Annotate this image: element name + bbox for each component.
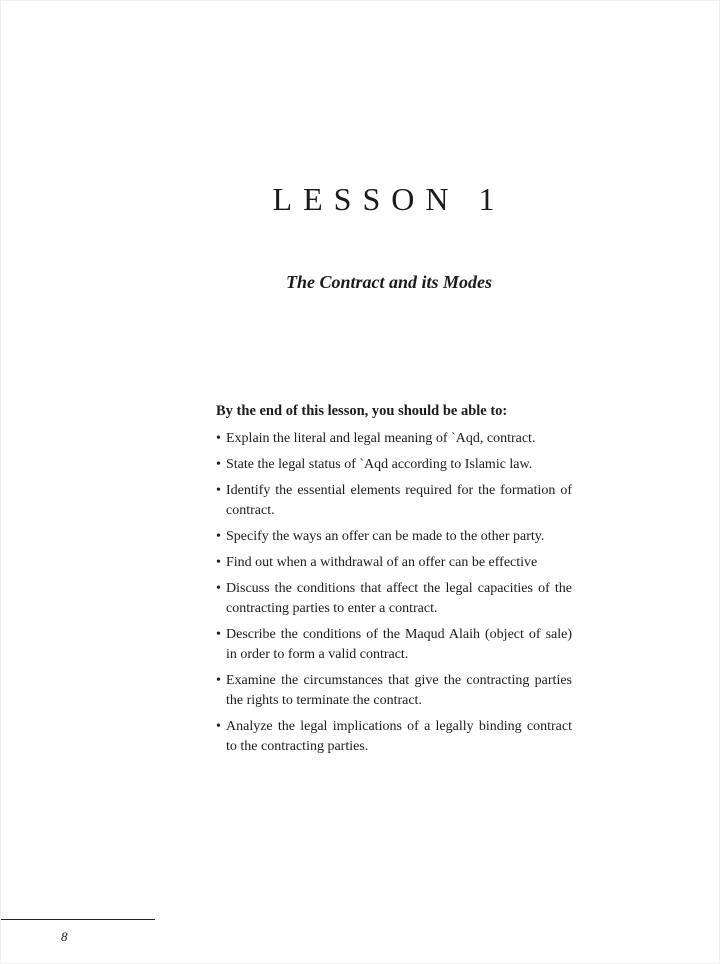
objective-text: State the legal status of `Aqd according to Islamic law. xyxy=(226,457,533,472)
objective-item xyxy=(216,717,572,757)
objective-item xyxy=(216,579,572,619)
objective-item xyxy=(216,455,572,475)
objective-text: Describe the conditions of the Maqud Alaih (object of sale) in order to form a valid contract. xyxy=(226,627,572,662)
bullet-icon: • xyxy=(216,457,221,472)
objective-text: Explain the literal and legal meaning of `Aqd, contract. xyxy=(226,431,536,446)
objective-text: Discuss the conditions that affect the legal capacities of the contracting parties to enter a contract. xyxy=(226,581,572,616)
bullet-icon: • xyxy=(216,529,221,544)
bullet-icon: • xyxy=(216,483,221,498)
learning-objectives xyxy=(216,401,572,763)
objective-text: Specify the ways an offer can be made to the other party. xyxy=(226,529,545,544)
bullet-icon: • xyxy=(216,555,221,570)
objectives-list xyxy=(216,429,572,757)
objective-text: Identify the essential elements required for the formation of contract. xyxy=(226,483,572,518)
bullet-icon: • xyxy=(216,719,221,734)
objective-text: Examine the circumstances that give the contracting parties the rights to terminate the contract. xyxy=(226,673,572,708)
footer-rule xyxy=(1,919,155,920)
bullet-icon: • xyxy=(216,627,221,642)
bullet-icon: • xyxy=(216,673,221,688)
objective-item xyxy=(216,553,572,573)
objective-item xyxy=(216,671,572,711)
bullet-icon: • xyxy=(216,581,221,596)
objective-item xyxy=(216,429,572,449)
objective-item xyxy=(216,625,572,665)
page-number: 8 xyxy=(61,929,68,944)
lesson-subtitle: The Contract and its Modes xyxy=(285,272,493,292)
objectives-intro: By the end of this lesson, you should be able to: xyxy=(216,403,508,419)
objective-item xyxy=(216,481,572,521)
objective-text: Analyze the legal implications of a legally binding contract to the contracting parties. xyxy=(226,719,572,754)
objective-text: Find out when a withdrawal of an offer can be effective xyxy=(226,555,538,570)
objective-item xyxy=(216,527,572,547)
lesson-title: LESSON 1 xyxy=(272,181,506,217)
bullet-icon: • xyxy=(216,431,221,446)
